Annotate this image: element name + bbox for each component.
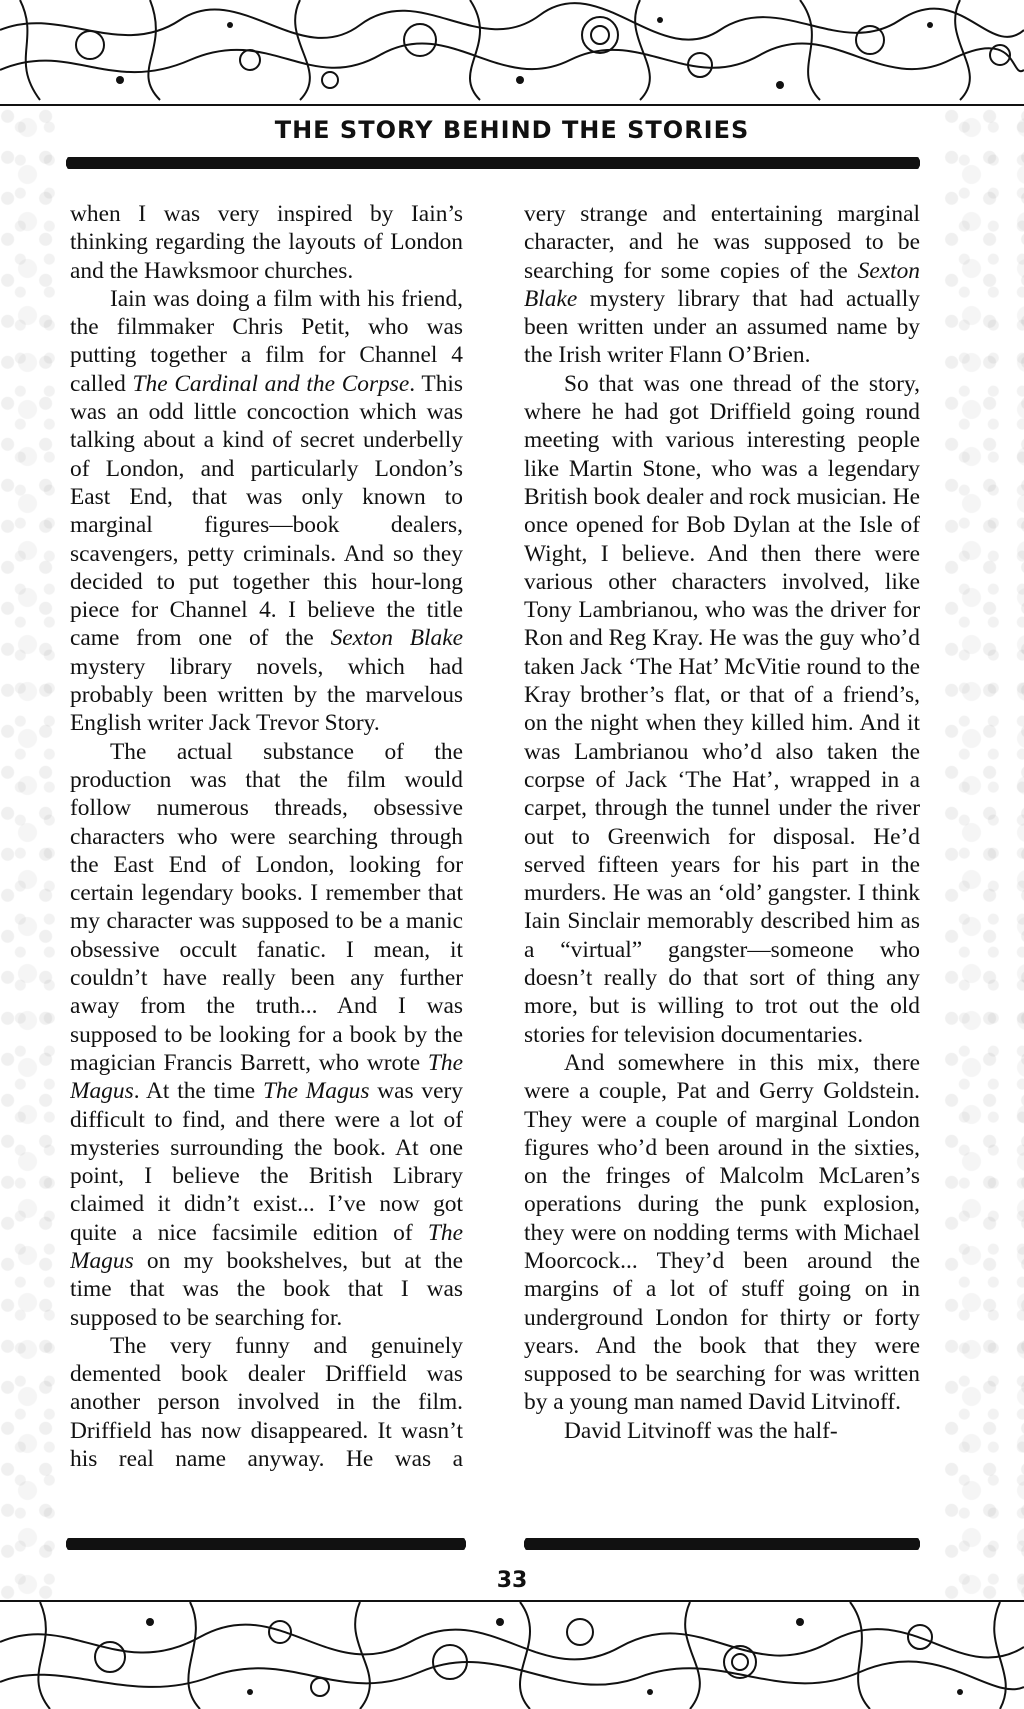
decorative-border-top — [0, 0, 1024, 106]
book-title: The Magus — [262, 1078, 370, 1105]
page-header-title: THE STORY BEHIND THE STORIES — [274, 116, 750, 144]
book-title: The Magus — [70, 1049, 463, 1105]
paragraph: Iain was doing a film with his friend, the filmmaker Chris Petit, who was putting together a film for Channel 4 called The Cardinal and the Corpse. This was an odd little concoction which was talking about a kind of secret underbelly of London, and particularly London’s East End, that was only known to marginal figures—book dealers, scavengers, petty criminals. And so they decided to put together this hour-long piece for Channel 4. I believe the title came from one of the Sexton Blake mystery library novels, which had probably been written by the marvelous English writer Jack Trevor Story. — [70, 285, 463, 737]
page-number: 33 — [496, 1568, 528, 1593]
footer-rule-right — [524, 1539, 920, 1549]
ornamental-illustration-bottom — [0, 1602, 1024, 1709]
paragraph: very strange and entertaining marginal character, and he was supposed to be searching for some copies of the Sexton Blake mystery library that had actually been written under an assumed name by the Irish writer Flann O’Brien. — [524, 201, 920, 369]
book-title: The Magus — [70, 1219, 463, 1274]
footer-rule-left — [66, 1539, 466, 1549]
ornamental-illustration-top — [0, 0, 1024, 104]
paragraph: And somewhere in this mix, there were a couple, Pat and Gerry Goldstein. They were a couple of marginal London figures who’d been around in the sixties, on the fringes of Malcolm McLaren’s operations during the punk explosion, they were on nodding terms with Michael Moorcock... They’d been around the margins of a lot of stuff going on in underground London for thirty or forty years. And the book that they were supposed to be searching for was written by a young man named David Litvinoff. — [524, 1049, 920, 1416]
text-column-left — [70, 200, 463, 1532]
paragraph: So that was one thread of the story, where he had got Driffield going round meeting with various interesting people like Martin Stone, who was a legendary British book dealer and rock musician. He once opened for Bob Dylan at the Isle of Wight, I believe. And then there were various other characters involved, like Tony Lambrianou, who was the driver for Ron and Reg Kray. He was the guy who’d taken Jack ‘The Hat’ McVitie round to the Kray brother’s flat, or that of a friend’s, on the night when they killed him. And it was Lambrianou who’d also taken the corpse of Jack ‘The Hat’, wrapped in a carpet, through the tunnel under the river out to Greenwich for disposal. He’d served fifteen years for his part in the murders. He was an ‘old’ gangster. I think Iain Sinclair memorably described him as a “virtual” gangster—someone who doesn’t really do that sort of thing any more, but is willing to trot out the old stories for television documentaries. — [524, 370, 920, 1048]
header-rule — [66, 158, 920, 168]
paragraph: The very funny and genuinely demented book dealer Driffield was another person involved in the film. Driffield has now disappeared. It wasn’t his real name anyway. He was a — [70, 1332, 463, 1473]
text-column-right — [524, 200, 920, 1532]
decorative-margin-left — [0, 104, 70, 1600]
decorative-margin-right — [944, 104, 1024, 1600]
decorative-border-bottom — [0, 1600, 1024, 1709]
film-title: The Cardinal and the Corpse — [132, 370, 410, 397]
paragraph: David Litvinoff was the half- — [564, 1417, 838, 1444]
paragraph: when I was very inspired by Iain’s thinking regarding the layouts of London and the Hawksmoor churches. — [70, 201, 463, 284]
series-title: Sexton Blake — [330, 625, 463, 652]
paragraph: The actual substance of the production was that the film would follow numerous threads, obsessive characters who were searching through the East End of London, looking for certain legendary books. I remember that my character was supposed to be a manic obsessive occult fanatic. I mean, it couldn’t have really been any further away from the truth... And I was supposed to be looking for a book by the magician Francis Barrett, who wrote The Magus. At the time The Magus was very difficult to find, and there were a lot of mysteries surrounding the book. At one point, I believe the British Library claimed it didn’t exist... I’ve now got quite a nice facsimile edition of The Magus on my bookshelves, but at the time that was the book that I was supposed to be searching for. — [70, 738, 463, 1331]
series-title: Sexton Blake — [524, 257, 920, 312]
